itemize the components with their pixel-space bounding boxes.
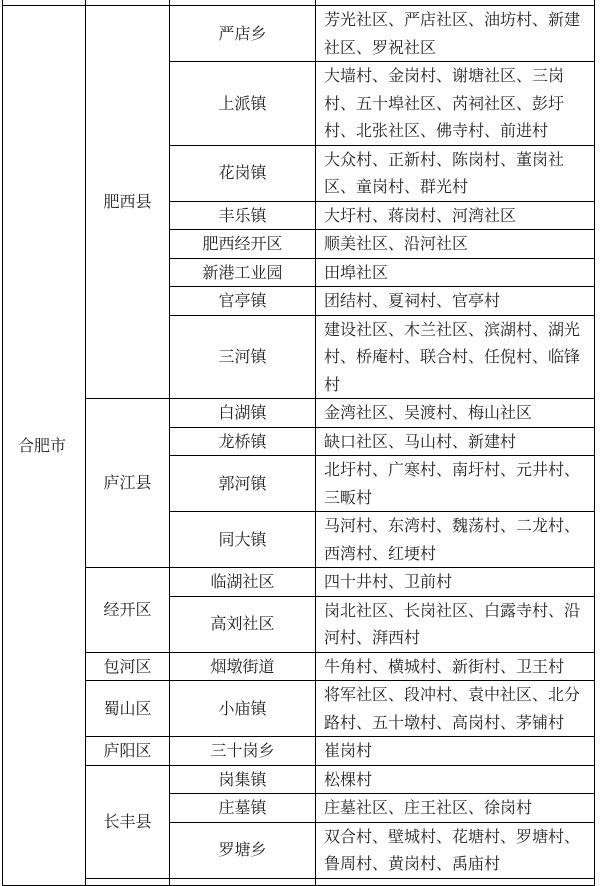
villages-cell: 岗北社区、长岗社区、白露寺村、沿河村、湃西村	[316, 596, 595, 652]
villages-cell: 将军社区、段冲村、袁中社区、北分路村、五十墩村、高岗村、茅铺村	[316, 681, 595, 737]
villages-cell: 金湾社区、吴渡村、梅山社区	[316, 399, 595, 428]
villages-cell: 北圩村、广寒村、南圩村、元井村、三畈村	[316, 456, 595, 512]
town-cell: 三十岗乡	[170, 737, 316, 766]
villages-cell: 崔岗村	[316, 737, 595, 766]
table-row	[3, 6, 595, 62]
villages-cell: 双合村、壁城村、花塘村、罗塘村、鲁周村、黄岗村、禹庙村	[316, 822, 595, 878]
villages-cell: 马河村、东湾村、魏荡村、二龙村、西湾村、红埂村	[316, 512, 595, 568]
villages-cell: 牛角村、横城村、新街村、卫王村	[316, 652, 595, 681]
town-cell: 小庙镇	[170, 681, 316, 737]
county-cell: 庐阳区	[86, 737, 170, 766]
villages-cell: 田埠社区	[316, 258, 595, 287]
town-cell: 郭河镇	[170, 456, 316, 512]
table-row	[3, 399, 595, 428]
town-cell: 官亭镇	[170, 287, 316, 316]
villages-cell: 建设社区、木兰社区、滨湖村、湖光村、桥庵村、联合村、任倪村、临锋村	[316, 315, 595, 399]
villages-cell: 大墙村、金岗村、谢塘社区、三岗村、五十埠社区、芮祠社区、彭圩村、北张社区、佛寺村、前进村	[316, 62, 595, 146]
county-cell: 庐江县	[86, 399, 170, 568]
villages-cell: 团结村、夏祠村、官亭村	[316, 287, 595, 316]
villages-cell: 大众村、正新村、陈岗村、董岗社区、童岗村、群光村	[316, 145, 595, 201]
villages-cell: 缺口社区、马山村、新建村	[316, 427, 595, 456]
town-cell: 烟墩街道	[170, 652, 316, 681]
town-cell: 花岗镇	[170, 145, 316, 201]
town-cell: 临湖社区	[170, 568, 316, 597]
table-row	[3, 737, 595, 766]
town-cell: 岗集镇	[170, 765, 316, 794]
villages-cell: 芳光社区、严店社区、油坊村、新建社区、罗祝社区	[316, 6, 595, 62]
villages-cell: 庄墓社区、庄王社区、徐岗村	[316, 794, 595, 823]
villages-cell: 四十井村、卫前村	[316, 568, 595, 597]
town-cell: 上派镇	[170, 62, 316, 146]
town-cell: 同大镇	[170, 512, 316, 568]
villages-cell: 顺美社区、沿河社区	[316, 230, 595, 259]
county-cell: 长丰县	[86, 765, 170, 878]
town-cell: 新港工业园	[170, 258, 316, 287]
town-cell: 罗塘乡	[170, 822, 316, 878]
town-cell: 白湖镇	[170, 399, 316, 428]
city-cell: 合肥市	[3, 6, 86, 886]
table-row	[3, 568, 595, 597]
table-row	[3, 652, 595, 681]
town-cell: 严店乡	[170, 6, 316, 62]
town-cell: 高刘社区	[170, 596, 316, 652]
villages-cell: 大圩村、蒋岗村、河湾社区	[316, 201, 595, 230]
table-row	[3, 681, 595, 737]
table-bottom-stub-row	[3, 878, 595, 885]
town-cell: 丰乐镇	[170, 201, 316, 230]
town-cell: 庄墓镇	[170, 794, 316, 823]
county-cell: 蜀山区	[86, 681, 170, 737]
county-cell: 肥西县	[86, 6, 170, 399]
village-table	[2, 0, 595, 886]
villages-cell: 松棵村	[316, 765, 595, 794]
town-cell: 三河镇	[170, 315, 316, 399]
table-row	[3, 765, 595, 794]
town-cell: 肥西经开区	[170, 230, 316, 259]
county-cell: 包河区	[86, 652, 170, 681]
county-cell: 经开区	[86, 568, 170, 653]
town-cell: 龙桥镇	[170, 427, 316, 456]
